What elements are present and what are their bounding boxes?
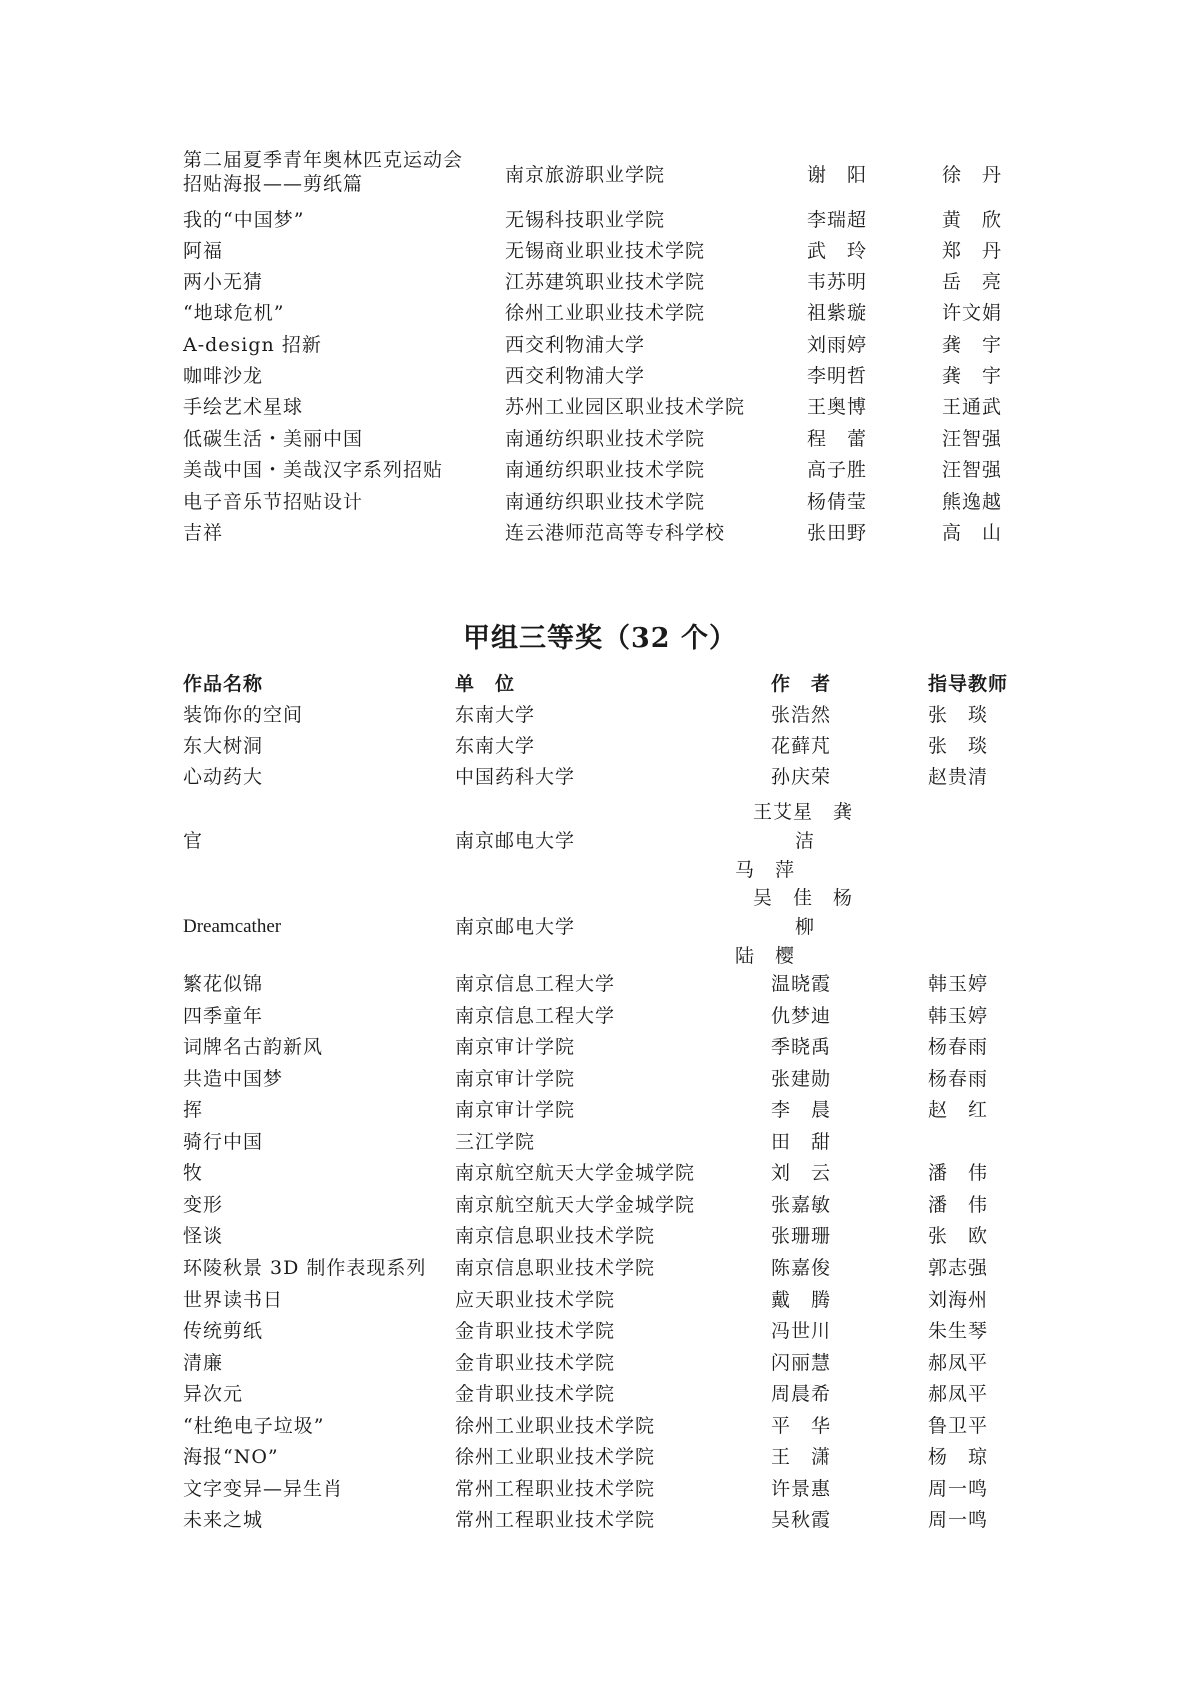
cell-advisor: 黄 欣	[942, 209, 1003, 231]
cell-title: 我的“中国梦”	[183, 209, 305, 231]
cell-unit: 苏州工业园区职业技术学院	[505, 396, 746, 418]
cell-title: 牧	[183, 1162, 204, 1185]
cell-advisor: 汪智强	[942, 428, 1003, 450]
cell-title: 挥	[183, 1099, 204, 1122]
cell-advisor: 鲁卫平	[928, 1414, 989, 1437]
table-row	[0, 1064, 1200, 1094]
table-header-row	[0, 669, 1200, 699]
cell-author: 谢 阳	[807, 164, 868, 186]
table-row	[0, 205, 1200, 235]
table-row	[0, 1379, 1200, 1409]
cell-title: 变形	[183, 1193, 224, 1216]
cell-author: 李瑞超	[807, 209, 868, 231]
cell-advisor: 郝凤平	[928, 1383, 989, 1406]
cell-title: 共造中国梦	[183, 1067, 284, 1090]
table-row	[0, 1095, 1200, 1125]
author-line-1: 吴 佳 杨	[753, 887, 854, 909]
cell-advisor: 龚 宇	[942, 365, 1003, 387]
table-row	[0, 236, 1200, 266]
cell-author: 刘雨婷	[807, 334, 868, 356]
cell-unit: 南京信息职业技术学院	[455, 1225, 656, 1248]
table-row	[0, 267, 1200, 297]
cell-unit: 三江学院	[455, 1130, 536, 1153]
cell-unit: 金肯职业技术学院	[455, 1320, 616, 1343]
cell-advisor: 郑 丹	[942, 240, 1003, 262]
author-line-2: 洁	[795, 830, 816, 852]
table-row	[0, 1285, 1200, 1315]
cell-advisor: 徐 丹	[942, 164, 1003, 186]
cell-unit: 南京旅游职业学院	[505, 164, 666, 186]
cell-advisor: 杨 琼	[928, 1446, 989, 1469]
cell-unit: 南京航空航天大学金城学院	[455, 1162, 696, 1185]
cell-title: 文字变异—异生肖	[183, 1477, 344, 1500]
cell-title: “地球危机”	[183, 302, 285, 324]
table-row	[0, 1505, 1200, 1535]
cell-author: 许景惠	[771, 1477, 832, 1500]
cell-title: 清廉	[183, 1351, 224, 1374]
table-row	[0, 1190, 1200, 1220]
author-line-3: 马 萍	[735, 859, 796, 881]
cell-advisor: 韩玉婷	[928, 1004, 989, 1027]
cell-title: 吉祥	[183, 522, 224, 544]
cell-author: 平 华	[771, 1414, 832, 1437]
header-unit: 单 位	[455, 673, 516, 695]
cell-title: 装饰你的空间	[183, 704, 304, 726]
cell-advisor: 高 山	[942, 522, 1003, 544]
cell-author: 张嘉敏	[771, 1193, 832, 1216]
table-row	[0, 1221, 1200, 1251]
cell-advisor: 周一鸣	[928, 1477, 989, 1500]
cell-advisor: 郝凤平	[928, 1351, 989, 1374]
cell-title: “杜绝电子垃圾”	[183, 1414, 325, 1437]
cell-unit: 南京航空航天大学金城学院	[455, 1193, 696, 1216]
cell-title: 怪谈	[183, 1225, 224, 1248]
cell-advisor: 张 欧	[928, 1225, 989, 1248]
cell-title: 低碳生活・美丽中国	[183, 428, 364, 450]
cell-author: 张田野	[807, 522, 868, 544]
cell-advisor: 潘 伟	[928, 1193, 989, 1216]
cell-author: 仇梦迪	[771, 1004, 832, 1027]
cell-unit: 南京信息工程大学	[455, 973, 616, 995]
table-row	[0, 1316, 1200, 1346]
cell-author: 张浩然	[771, 704, 832, 726]
table-row	[0, 1127, 1200, 1157]
table-row	[0, 455, 1200, 485]
cell-advisor: 朱生琴	[928, 1320, 989, 1343]
cell-unit: 江苏建筑职业技术学院	[505, 271, 706, 293]
cell-author: 王奥博	[807, 396, 868, 418]
cell-advisor: 潘 伟	[928, 1162, 989, 1185]
cell-unit: 西交利物浦大学	[505, 334, 646, 356]
cell-advisor: 韩玉婷	[928, 973, 989, 995]
section-heading: 甲组三等奖（32 个）	[463, 623, 737, 654]
cell-advisor: 刘海州	[928, 1288, 989, 1311]
cell-unit: 常州工程职业技术学院	[455, 1477, 656, 1500]
cell-title: 环陵秋景 3D 制作表现系列	[183, 1256, 427, 1279]
table-row	[0, 731, 1200, 761]
table-row	[0, 487, 1200, 517]
cell-author: 杨倩莹	[807, 491, 868, 513]
cell-unit: 南京审计学院	[455, 1067, 576, 1090]
cell-advisor: 张 琰	[928, 735, 989, 757]
cell-unit: 金肯职业技术学院	[455, 1383, 616, 1406]
cell-unit: 无锡商业职业技术学院	[505, 240, 706, 262]
cell-unit: 应天职业技术学院	[455, 1288, 616, 1311]
table-row	[0, 1442, 1200, 1472]
cell-author: 孙庆荣	[771, 766, 832, 788]
cell-unit: 南通纺织职业技术学院	[505, 459, 706, 481]
cell-author: 季晓禹	[771, 1036, 832, 1059]
cell-unit: 无锡科技职业学院	[505, 209, 666, 231]
cell-title: A-design 招新	[183, 334, 322, 356]
cell-unit: 南京审计学院	[455, 1036, 576, 1059]
table-row	[0, 1348, 1200, 1378]
author-line-1: 王艾星 龚	[753, 801, 854, 823]
table-row	[0, 298, 1200, 328]
cell-title: 两小无猜	[183, 271, 264, 293]
cell-title: 异次元	[183, 1383, 244, 1406]
cell-unit: 连云港师范高等专科学校	[505, 522, 726, 544]
cell-author: 刘 云	[771, 1162, 832, 1185]
table-row	[0, 361, 1200, 391]
cell-title: 电子音乐节招贴设计	[183, 491, 364, 513]
cell-advisor: 杨春雨	[928, 1036, 989, 1059]
cell-advisor: 杨春雨	[928, 1067, 989, 1090]
cell-title: 咖啡沙龙	[183, 365, 264, 387]
table-row	[0, 1411, 1200, 1441]
cell-unit: 徐州工业职业技术学院	[455, 1414, 656, 1437]
cell-advisor: 郭志强	[928, 1256, 989, 1279]
cell-author: 周晨希	[771, 1383, 832, 1406]
cell-title: 未来之城	[183, 1509, 264, 1532]
cell-author: 王 潇	[771, 1446, 832, 1469]
cell-title: 四季童年	[183, 1004, 264, 1027]
cell-unit: 南通纺织职业技术学院	[505, 491, 706, 513]
cell-unit: 常州工程职业技术学院	[455, 1509, 656, 1532]
author-line-3: 陆 樱	[735, 945, 796, 967]
cell-title: 心动药大	[183, 766, 264, 788]
cell-unit: 徐州工业职业技术学院	[505, 302, 706, 324]
cell-unit: 西交利物浦大学	[505, 365, 646, 387]
cell-author: 高子胜	[807, 459, 868, 481]
header-title: 作品名称	[183, 673, 264, 695]
table-row	[0, 424, 1200, 454]
cell-author: 花藓芃	[771, 735, 832, 757]
cell-title: 传统剪纸	[183, 1320, 264, 1343]
cell-title: 海报“NO”	[183, 1446, 279, 1469]
cell-title: 手绘艺术星球	[183, 396, 304, 418]
cell-author: 武 玲	[807, 240, 868, 262]
table-row	[0, 1158, 1200, 1188]
table-row	[0, 148, 1200, 196]
cell-advisor: 岳 亮	[942, 271, 1003, 293]
cell-title: 骑行中国	[183, 1130, 264, 1153]
cell-advisor: 赵贵清	[928, 766, 989, 788]
cell-unit: 东南大学	[455, 704, 536, 726]
cell-advisor: 赵 红	[928, 1099, 989, 1122]
cell-advisor: 许文娟	[942, 302, 1003, 324]
cell-title: 阿福	[183, 240, 224, 262]
row-unit: 南京邮电大学	[455, 830, 576, 852]
table-row	[0, 1001, 1200, 1031]
cell-unit: 南通纺织职业技术学院	[505, 428, 706, 450]
table-row	[0, 330, 1200, 360]
cell-advisor: 周一鸣	[928, 1509, 989, 1532]
cell-advisor: 张 琰	[928, 704, 989, 726]
row-unit: 南京邮电大学	[455, 916, 576, 938]
cell-author: 张建勋	[771, 1067, 832, 1090]
cell-unit: 南京信息工程大学	[455, 1004, 616, 1027]
cell-author: 田 甜	[771, 1130, 832, 1153]
row-title: Dreamcather	[183, 916, 282, 937]
cell-advisor: 王通武	[942, 396, 1003, 418]
cell-author: 闪丽慧	[771, 1351, 832, 1374]
cell-author: 张珊珊	[771, 1225, 832, 1248]
cell-unit: 徐州工业职业技术学院	[455, 1446, 656, 1469]
cell-title: 世界读书日	[183, 1288, 284, 1311]
cell-unit: 东南大学	[455, 735, 536, 757]
cell-title: 词牌名古韵新风	[183, 1036, 324, 1059]
cell-advisor: 龚 宇	[942, 334, 1003, 356]
cell-unit: 中国药科大学	[455, 766, 576, 788]
cell-author: 祖紫璇	[807, 302, 868, 324]
cell-advisor: 熊逸越	[942, 491, 1003, 513]
cell-author: 吴秋霞	[771, 1509, 832, 1532]
cell-unit: 南京信息职业技术学院	[455, 1256, 656, 1279]
cell-author: 冯世川	[771, 1320, 832, 1343]
table-row	[0, 762, 1200, 792]
cell-title: 第二届夏季青年奥林匹克运动会 招贴海报——剪纸篇	[183, 149, 464, 195]
cell-author: 温晓霞	[771, 973, 832, 995]
table-row	[0, 392, 1200, 422]
table-row	[0, 1474, 1200, 1504]
cell-title: 东大树洞	[183, 735, 264, 757]
cell-title: 美哉中国・美哉汉字系列招贴	[183, 459, 444, 481]
header-author: 作 者	[771, 673, 832, 695]
cell-advisor: 汪智强	[942, 459, 1003, 481]
cell-unit: 金肯职业技术学院	[455, 1351, 616, 1374]
table-row	[0, 1032, 1200, 1062]
cell-author: 李 晨	[771, 1099, 832, 1122]
table-row	[0, 1253, 1200, 1283]
cell-author: 李明哲	[807, 365, 868, 387]
cell-author: 陈嘉俊	[771, 1256, 832, 1279]
cell-author: 戴 腾	[771, 1288, 832, 1311]
author-line-2: 柳	[795, 916, 816, 938]
cell-title: 繁花似锦	[183, 973, 264, 995]
table-row	[0, 700, 1200, 730]
cell-unit: 南京审计学院	[455, 1099, 576, 1122]
header-advisor: 指导教师	[928, 673, 1009, 695]
cell-author: 韦苏明	[807, 271, 868, 293]
cell-author: 程 蕾	[807, 428, 868, 450]
table-row	[0, 518, 1200, 548]
row-title: 官	[183, 830, 204, 852]
table-row	[0, 969, 1200, 999]
